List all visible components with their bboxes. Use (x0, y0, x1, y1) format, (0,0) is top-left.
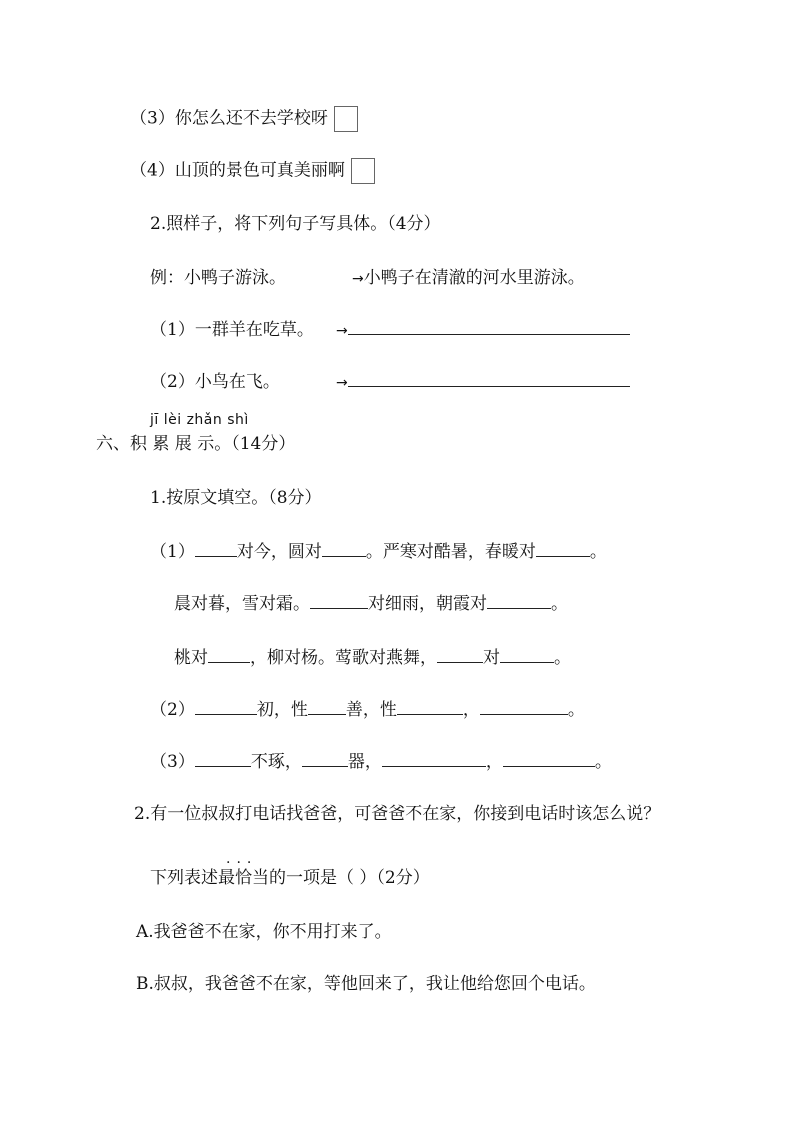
option-b[interactable]: B.叔叔，我爸爸不在家，等他回来了，我让他给您回个电话。 (136, 974, 596, 994)
blank[interactable] (308, 700, 346, 715)
fill-text: 。 (589, 542, 607, 562)
example-line (150, 266, 286, 290)
fill-title: 1.按原文填空。（8分） (150, 488, 322, 508)
fill-text: 对细雨，朝霞对 (368, 594, 487, 614)
blank[interactable] (302, 752, 348, 767)
arrow-icon: → (352, 271, 364, 287)
emphasis-dots: ... (226, 851, 258, 867)
fill-text: 桃对 (174, 648, 208, 668)
blank[interactable] (536, 542, 590, 557)
heading-pinyin: jī lèi zhǎn shì (150, 412, 249, 428)
arrow-icon: → (336, 323, 348, 339)
example-left: 例：小鸭子游泳。 (150, 268, 286, 288)
fill-text: 。 (567, 700, 585, 720)
arrow-icon: → (336, 375, 348, 391)
item-4-text: （4）山顶的景色可真美丽啊 (130, 160, 345, 181)
answer-line-1[interactable] (348, 320, 630, 335)
fill-line-4 (150, 698, 585, 722)
option-a[interactable]: A.我爸爸不在家，你不用打来了。 (136, 922, 392, 942)
fill-text: 对 (483, 648, 500, 668)
example-right: 小鸭子在清澈的河水里游泳。 (363, 268, 585, 288)
fill-line-5 (150, 750, 612, 774)
blank[interactable] (487, 594, 551, 609)
fill-line-1 (150, 540, 607, 564)
fill-text: 器， (347, 752, 382, 772)
sentence-item-3 (130, 106, 358, 132)
example-right-line (352, 266, 585, 291)
blank[interactable] (503, 752, 595, 767)
section-6-heading: 六、积 累 展 示。（14分） (96, 434, 296, 454)
fill-label: （3） (150, 752, 195, 772)
blank[interactable] (480, 700, 568, 715)
blank[interactable] (310, 594, 368, 609)
rewrite-item-1: （1）一群羊在吃草。 (150, 320, 314, 340)
rewrite-answer-2 (336, 370, 630, 395)
fill-text: ， (485, 752, 503, 772)
rewrite-answer-1 (336, 318, 630, 343)
fill-text: ， (462, 700, 480, 720)
blank[interactable] (208, 648, 250, 663)
blank[interactable] (195, 700, 257, 715)
question-2-title: 2.照样子，将下列句子写具体。（4分） (150, 214, 441, 234)
fill-label: （2） (150, 700, 195, 720)
phone-question-prompt: 下列表述最恰当的一项是（ ）（2分） (150, 868, 430, 888)
blank[interactable] (437, 648, 483, 663)
answer-box-4[interactable] (351, 158, 375, 184)
fill-line-2 (174, 592, 568, 616)
fill-line-3 (174, 646, 571, 670)
fill-text: 。 (551, 594, 568, 614)
answer-line-2[interactable] (348, 372, 630, 387)
blank[interactable] (397, 700, 463, 715)
item-3-text: （3）你怎么还不去学校呀 (130, 108, 328, 129)
blank[interactable] (195, 542, 237, 557)
sentence-item-4 (130, 158, 375, 184)
answer-box-3[interactable] (334, 106, 358, 132)
rewrite-item-2: （2）小鸟在飞。 (150, 372, 280, 392)
fill-text: 晨对暮，雪对霜。 (174, 594, 310, 614)
fill-text: 初，性 (256, 700, 308, 720)
fill-text: ，柳对杨。莺歌对燕舞， (250, 648, 437, 668)
fill-text: 不琢， (250, 752, 302, 772)
blank[interactable] (322, 542, 366, 557)
fill-text: 。严寒对酷暑，春暖对 (365, 542, 536, 562)
fill-text: 善，性 (345, 700, 397, 720)
fill-text: 。 (554, 648, 571, 668)
fill-label: （1） (150, 542, 195, 562)
blank[interactable] (500, 648, 554, 663)
phone-question-title: 2.有一位叔叔打电话找爸爸，可爸爸不在家，你接到电话时该怎么说？ (134, 804, 661, 824)
blank[interactable] (195, 752, 251, 767)
fill-text: 。 (594, 752, 612, 772)
fill-text: 对今，圆对 (236, 542, 322, 562)
blank[interactable] (382, 752, 486, 767)
